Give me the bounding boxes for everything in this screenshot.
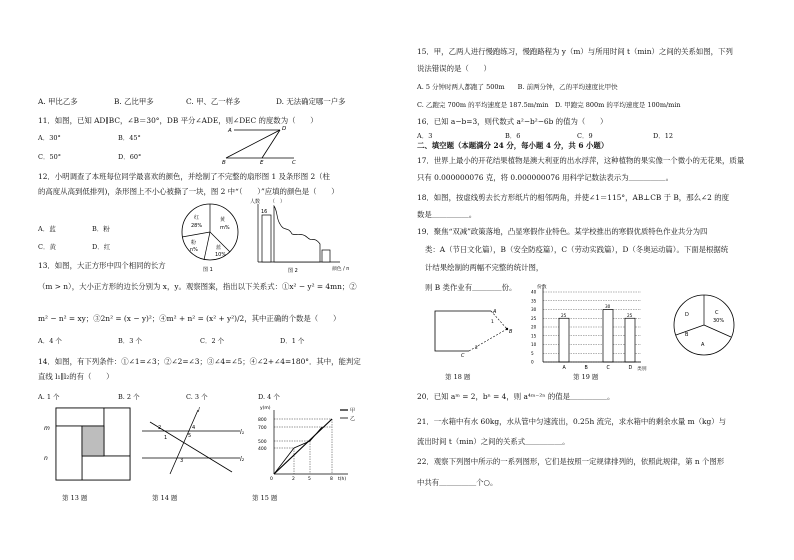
angle-1: 1 [491, 320, 494, 325]
q19-line4: 则 B 类作业有＿＿＿＿份。 [425, 283, 517, 292]
angle-3: 3 [180, 458, 184, 464]
label-b: B [509, 329, 513, 335]
bar-1 [262, 215, 271, 262]
fig15-ytick-700: 700 [258, 426, 267, 431]
pie19-pct-c: 30% [713, 318, 725, 324]
label-a: A [493, 309, 497, 315]
series-jia [274, 419, 332, 474]
torn-region [274, 206, 320, 262]
label-d: D [282, 126, 287, 132]
right-column [397, 0, 794, 560]
section-2-heading: 二、填空题（本题满分 24 分，每小题 4 分，共 6 小题） [417, 141, 609, 150]
q11-option-c: C．50° [38, 153, 61, 161]
label-m: m [44, 425, 50, 432]
q21-line2: 流出时间 t（min）之间的关系式＿＿＿＿＿。 [417, 437, 570, 446]
bar-caption: 图 2 [288, 268, 298, 274]
pie19-label-b: B [685, 332, 689, 338]
pie19-label-a: A [701, 342, 705, 348]
fig19-ytick: 0 [531, 359, 534, 365]
q11-option-b: B．45° [118, 134, 141, 142]
pie19-label-d: D [685, 312, 689, 318]
q15-option-ab: A. 5 分钟时两人都跑了 500m B. 前两分钟，乙的平均速度比甲快 [417, 83, 618, 91]
q19-line2: 类：A（节日文化篇），B（安全防疫篇），C（劳动实践篇），D（冬奥运动篇）。下面是根据统 [425, 245, 729, 254]
pie-label-blue: 蓝 [216, 245, 222, 251]
q12-option-d: D．红 [92, 243, 111, 251]
label-l1: l₁ [240, 429, 245, 436]
pie-caption: 图 1 [203, 267, 213, 273]
q14-line1: 14．如图，有下列条件：①∠1=∠3；②∠2=∠3；③∠4=∠5；④∠2+∠4=180°．其中，能判定 [38, 357, 361, 366]
q16-option-b: B．6 [505, 132, 521, 140]
figure-13 [36, 404, 136, 484]
q11-option-a: A．30° [38, 134, 61, 142]
fig19-xtick: A [562, 366, 566, 371]
q12-line1: 12．小明调查了本班每位同学最喜欢的颜色，并绘制了不完整的扇形图 1 及条形图 2（柱 [38, 172, 330, 181]
label-l2: l₂ [240, 456, 245, 463]
fig19-grid [531, 290, 641, 365]
figure-14 [140, 404, 250, 484]
label-e: E [260, 160, 264, 166]
q10-option-d: D. 无法确定哪一户多 [276, 97, 346, 106]
angle-4: 4 [192, 425, 196, 431]
q13-option-c: C．2 个 [200, 337, 225, 345]
q13-option-d: D．1 个 [280, 337, 305, 345]
q17-line1: 17．世界上最小的开花结果植物是澳大利亚的出水浮萍，这种植物的果实像一个微小的无花果，质量 [417, 156, 745, 165]
q10-option-a: A. 甲比乙多 [38, 97, 78, 106]
fig15-ytick-400: 400 [258, 447, 267, 452]
figure-15 [254, 402, 364, 486]
q16-option-a: A．3 [417, 132, 433, 140]
line-t1 [170, 410, 198, 474]
q15-line2: 说法错误的是（ ） [417, 64, 491, 73]
fig19-ytick: 15 [531, 333, 537, 339]
pie-pct-yellow: m% [220, 225, 230, 231]
fig19-bar-C [603, 310, 613, 363]
q13-option-a: A．4 个 [38, 337, 62, 345]
figure-19-pie-chart [671, 292, 741, 362]
q14-option-c: C. 3 个 [186, 393, 208, 401]
fig15-xtick-5: 5 [308, 477, 311, 482]
line-t2 [150, 422, 232, 472]
caption-fig13: 第 13 题 [62, 494, 88, 502]
caption-fig18: 第 18 题 [445, 373, 471, 381]
fig19-xtick: C [606, 366, 610, 371]
label-c: C [292, 160, 296, 166]
fig19-xtick: B [584, 366, 588, 371]
fig19-xlabel: 类别 [637, 367, 647, 372]
angle-1: 1 [164, 435, 168, 441]
rect-right [104, 408, 130, 456]
q22-line1: 22．观察下列图中所示的一系列图形，它们是按照一定规律排列的，依照此规律，第 n 个图形 [417, 457, 725, 466]
fig19-ylabel: 份数 [537, 285, 547, 290]
q16-stem: 16．已知 a−b=3，则代数式 a²−b²−6b 的值为（ ） [417, 117, 608, 126]
fig15-xtick-2: 2 [292, 477, 295, 482]
q12-bar-chart [248, 196, 354, 274]
q18-line2: 数是＿＿＿＿＿。 [417, 210, 477, 219]
rect-left [56, 426, 82, 480]
fig15-ytick-800: 800 [258, 418, 267, 423]
pie-label-red: 红 [194, 215, 200, 221]
q18-line1: 18．如图，按虚线剪去长方形纸片的相邻两角，并使∠1＝115°，AB⊥CB 于 B，那么∠2 的度 [417, 193, 730, 202]
fig19-ytick: 25 [531, 315, 537, 321]
fig19-ytick: 20 [531, 324, 537, 330]
fig15-ytick-500: 500 [258, 440, 267, 445]
q13-line2: （m > n），大小正方形的边长分别为 x，y。观察图案，指出以下关系式：①x² − y² = 4mn；② [38, 282, 357, 291]
bar-4 [322, 250, 330, 262]
fig15-origin: 0 [270, 477, 273, 482]
q19-line1: 19．聚焦“双减”政策落地，凸显寒假作业特色。某学校推出的寒假优质特色作业共分为四 [417, 227, 708, 236]
q12-line2: 的高度从高到低排列)，条形图上不小心被撕了一块，图 2 中“（ ）”应填的颜色是（ ） [38, 187, 339, 196]
pie-label-pink: 粉 [191, 240, 197, 246]
line-db [226, 130, 280, 158]
bar-xlabel: 颜色 / n [332, 267, 350, 272]
angle-2: 2 [158, 425, 162, 431]
q12-option-b: B．粉 [92, 225, 110, 233]
fig19-bar-label: 25 [561, 312, 567, 318]
q10-option-c: C. 甲、乙一样多 [186, 97, 241, 106]
q14-option-a: A. 1 个 [38, 393, 60, 401]
q17-line2: 只有 0.000000076 克，将 0.000000076 用科学记数法表示为＿＿＿＿＿。 [417, 173, 673, 182]
q11-figure [222, 122, 297, 164]
label-a: A [228, 128, 232, 134]
bar-ytick: 16 [261, 209, 268, 215]
label-n: n [44, 455, 48, 462]
pie-pct-red: 28% [191, 223, 203, 229]
bar-paren: （ ） [270, 199, 286, 205]
q13-line1: 13．如图，大正方形中四个相同的长方 [38, 261, 166, 270]
q12-option-a: A．蓝 [38, 225, 56, 233]
pie-pct-pink: n% [190, 247, 198, 253]
figure-18 [431, 305, 535, 357]
paper-outline [435, 311, 491, 351]
q12-pie-chart [178, 199, 244, 273]
fig19-bar-A [559, 318, 569, 362]
q22-line2: 中共有＿＿＿＿＿个○。 [417, 478, 498, 487]
q15-option-cd: C. 乙跑完 700m 的平均速度是 187.5m/min D. 甲跑完 800m 的平均速度是 100m/min [417, 101, 681, 109]
fig19-bar-D [625, 318, 635, 362]
q11-option-d: D．60° [118, 153, 142, 161]
caption-fig15: 第 15 题 [252, 494, 278, 502]
q16-option-d: D．12 [653, 132, 673, 140]
q13-line3: m² − n² = xy；③2n² = (x − y)²；④m² + n² = (x² + y²)/2，其中正确的个数是（ ） [38, 314, 341, 323]
q11-stem: 11．如图，已知 AD∥BC，∠B＝30°，DB 平分∠ADE，则∠DEC 的度数为（ ） [38, 116, 318, 125]
q16-option-c: C．9 [577, 132, 593, 140]
fig19-ytick: 10 [531, 342, 537, 348]
bar-ylabel: 人数 [250, 199, 261, 205]
label-l3: l [198, 407, 200, 414]
angle-2: 2 [475, 346, 478, 351]
pie19-label-c: C [715, 310, 719, 316]
caption-fig14: 第 14 题 [152, 494, 178, 502]
label-c: C [461, 353, 465, 359]
fig19-ytick: 35 [531, 298, 537, 304]
angle-5: 5 [188, 433, 192, 439]
q15-line1: 15．甲，乙两人进行慢跑练习，慢跑路程为 y（m）与所用时间 t（min）之间的关系如图，下列 [417, 47, 733, 56]
rect-top [56, 408, 104, 426]
fig15-ylabel: y(m) [260, 406, 271, 411]
q12-option-c: C．黄 [38, 243, 56, 251]
q10-option-b: B. 乙比甲多 [114, 97, 154, 106]
inner-square [82, 426, 104, 456]
fig19-bar-label: 30 [605, 304, 611, 309]
q19-line3: 计结果绘制的两幅不完整的统计图， [425, 263, 544, 272]
legend-yi: 乙 [350, 416, 356, 422]
fig19-ytick: 30 [531, 307, 537, 313]
q14-option-b: B. 2 个 [118, 393, 140, 401]
q14-line2: 直线 l₁∥l₂的有（ ） [38, 372, 114, 381]
rect-bottom [82, 456, 130, 480]
q20: 20．已知 aᵐ = 2，bⁿ = 4，则 a⁴ᵐ⁻²ⁿ 的值是＿＿＿＿＿。 [417, 392, 615, 401]
label-b: B [222, 160, 226, 166]
line-de [262, 130, 280, 158]
fig19-ytick: 40 [531, 289, 537, 295]
pie-pct-blue: 10% [215, 252, 227, 258]
point-b [506, 328, 508, 330]
fig19-bars [559, 304, 635, 371]
pie-label-yellow: 黄 [220, 217, 226, 223]
fig19-xtick: D [628, 366, 633, 371]
legend-jia: 甲 [350, 408, 356, 414]
fig19-ytick: 5 [531, 350, 534, 356]
figure-19-bar-chart [529, 282, 659, 372]
fig15-xtick-8: 8 [330, 477, 333, 482]
q14-option-d: D. 4 个 [258, 393, 280, 401]
q21-line1: 21．一水箱中有水 60kg，水从管中匀速流出，0.25h 流完，求水箱中的剩余水量 m（kg）与 [417, 417, 727, 426]
fig19-bar-label: 25 [627, 312, 633, 318]
caption-fig19: 第 19 题 [573, 373, 599, 381]
q13-option-b: B．3 个 [118, 337, 142, 345]
fig15-xlabel: t(h) [338, 477, 347, 482]
